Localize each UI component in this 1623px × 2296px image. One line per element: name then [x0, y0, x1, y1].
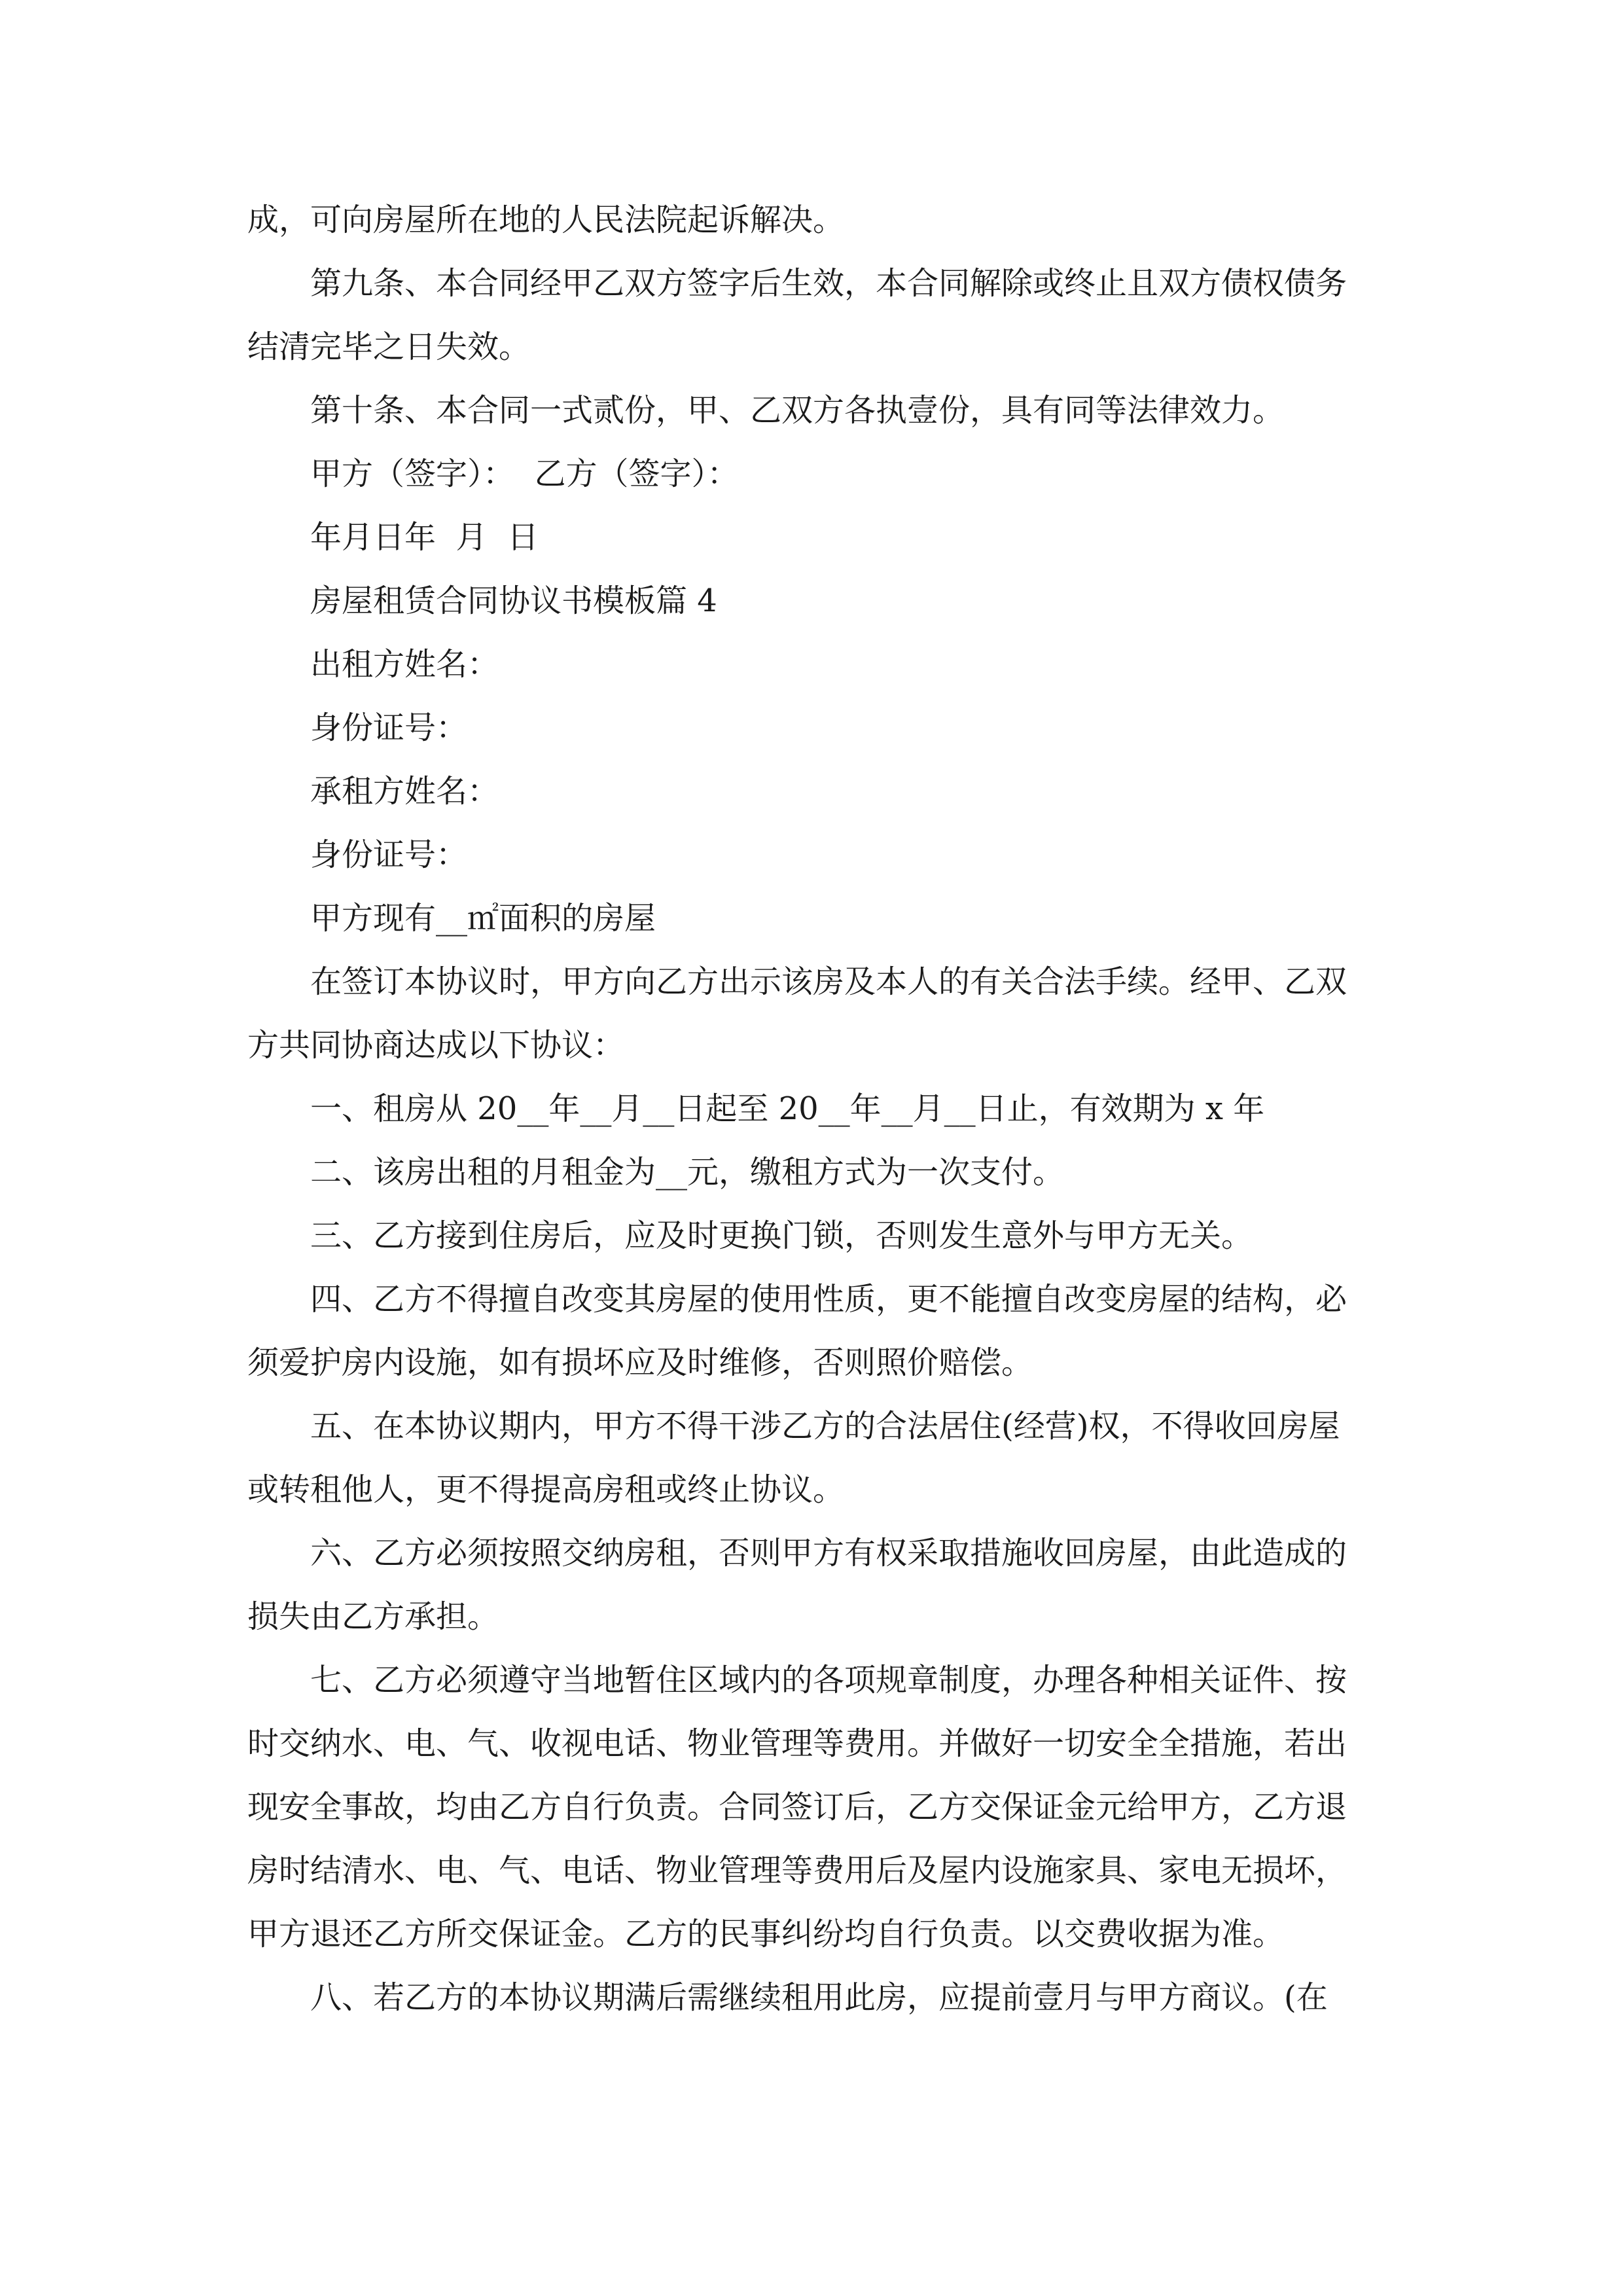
- text-line: 五、在本协议期内，甲方不得干涉乙方的合法居住(经营)权，不得收回房屋: [310, 1408, 1340, 1444]
- lessee-id-field: 身份证号：: [310, 836, 468, 873]
- text-line: 或转租他人，更不得提高房租或终止协议。: [247, 1471, 845, 1508]
- text-line: 在签订本协议时，甲方向乙方出示该房及本人的有关合法手续。经甲、乙双: [310, 963, 1347, 1000]
- section-title: 房屋租赁合同协议书模板篇 4: [310, 583, 717, 619]
- text-line: 房时结清水、电、气、电话、物业管理等费用后及屋内设施家具、家电无损坏，: [247, 1852, 1347, 1889]
- lessee-name-field: 承租方姓名：: [310, 773, 499, 810]
- text-line: 第十条、本合同一式贰份，甲、乙双方各执壹份，具有同等法律效力。: [310, 392, 1285, 429]
- text-line: 结清完毕之日失效。: [247, 329, 531, 365]
- text-line: 六、乙方必须按照交纳房租，否则甲方有权采取措施收回房屋，由此造成的: [310, 1535, 1347, 1571]
- text-line: 三、乙方接到住房后，应及时更换门锁，否则发生意外与甲方无关。: [310, 1217, 1253, 1254]
- lessor-name-field: 出租方姓名：: [310, 646, 499, 683]
- text-line: 损失由乙方承担。: [247, 1598, 499, 1635]
- text-line: 须爱护房内设施，如有损坏应及时维修，否则照价赔偿。: [247, 1344, 1033, 1381]
- text-line: 时交纳水、电、气、收视电话、物业管理等费用。并做好一切安全全措施，若出: [247, 1725, 1347, 1762]
- text-line: 四、乙方不得擅自改变其房屋的使用性质，更不能擅自改变房屋的结构，必: [310, 1281, 1347, 1318]
- text-line: 二、该房出租的月租金为__元，缴租方式为一次支付。: [310, 1154, 1065, 1191]
- text-line: 甲方退还乙方所交保证金。乙方的民事纠纷均自行负责。以交费收据为准。: [247, 1916, 1285, 1952]
- text-line: 成，可向房屋所在地的人民法院起诉解决。: [247, 202, 845, 238]
- text-line: 七、乙方必须遵守当地暂住区域内的各项规章制度，办理各种相关证件、按: [310, 1662, 1347, 1698]
- lessor-id-field: 身份证号：: [310, 709, 468, 746]
- text-line: 八、若乙方的本协议期满后需继续租用此房，应提前壹月与甲方商议。(在: [310, 1979, 1328, 2016]
- text-line: 第九条、本合同经甲乙双方签字后生效，本合同解除或终止且双方债权债务: [310, 265, 1347, 302]
- signature-labels: 甲方（签字）： 乙方（签字）：: [310, 456, 739, 492]
- text-line: 现安全事故，均由乙方自行负责。合同签订后，乙方交保证金元给甲方，乙方退: [247, 1789, 1347, 1825]
- date-line: 年月日年 月 日: [310, 519, 539, 556]
- text-line: 甲方现有__㎡面积的房屋: [310, 900, 656, 937]
- text-line: 方共同协商达成以下协议：: [247, 1027, 625, 1064]
- text-line: 一、租房从 20__年__月__日起至 20__年__月__日止，有效期为 x 年: [310, 1090, 1265, 1127]
